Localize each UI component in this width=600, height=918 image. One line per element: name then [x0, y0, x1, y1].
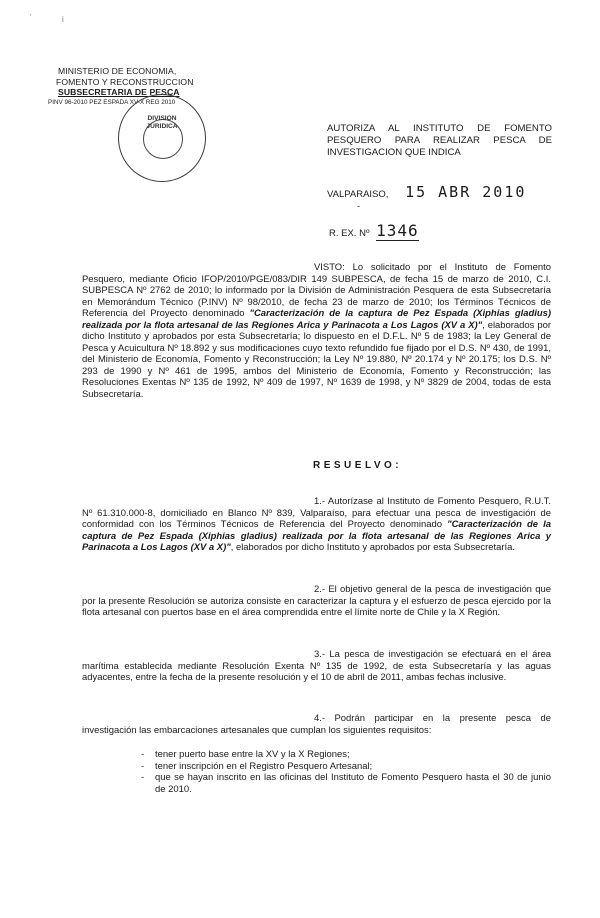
division-juridica-stamp [118, 94, 206, 182]
city: VALPARAISO, [327, 189, 389, 200]
bullet: - [141, 772, 145, 784]
item-4 [82, 713, 551, 736]
item-3 [82, 649, 551, 684]
stamp-line-1: DIVISION [147, 115, 177, 122]
item-1-project-title: "Caracterización de la captura de Pez Espada (Xiphias gladius) realizada por la flota artesanal de las Regiones Arica y Parinacota a Los Lagos (XV a X)" [82, 519, 551, 554]
list-item [141, 761, 551, 773]
requirements-list [141, 749, 551, 795]
item-2-text: 2.- El objetivo general de la pesca de investigación que por la presente Resolución se autoriza consiste en caracterizar la captura y el esfuerzo de pesca ejercido por la flota artesanal con puertos base en el área comprendida entre el límite norte de Chile y la X Región. [82, 584, 551, 619]
scan-mark: i [62, 15, 64, 24]
bullet: - [141, 749, 145, 760]
ministry-line-2: FOMENTO Y RECONSTRUCCION [56, 76, 194, 87]
item-2 [82, 584, 551, 619]
requirement-text: tener inscripción en el Registro Pesquero Artesanal; [155, 760, 373, 772]
item-1-text-end: , elaborados por dicho Instituto y aprobados por esta Subsecretaría. [230, 542, 516, 554]
requirement-text: tener puerto base entre la XV y la X Regiones; [155, 749, 350, 760]
place-date-line [327, 183, 526, 201]
subject-block: AUTORIZA AL INSTITUTO DE FOMENTO PESQUERO PARA REALIZAR PESCA DE INVESTIGACION QUE INDICA [327, 123, 552, 158]
requirement-text: que se hayan inscrito en las oficinas del Instituto de Fomento Pesquero hasta el 30 de junio de 2010. [155, 772, 551, 795]
stamp-line-2: JURIDICA [146, 122, 178, 130]
item-3-text: 3.- La pesca de investigación se efectuará en el área marítima establecida mediante Resolución Exenta Nº 135 de 1992, de esta Subsecretaría y las aguas adyacentes, entre la fecha de la presente resolución y el 10 de abril de 2011, ambas fechas inclusive. [82, 649, 551, 684]
project-title: "Caracterización de la captura de Pez Espada (Xiphias gladius) realizada por la flota artesanal de las Regiones Arica y Parinacota a Los Lagos (XV a X)" [82, 308, 551, 331]
visto-text-2: , elaborados por dicho Instituto y aprobados por esta Subsecretaría; lo dispuesto en el D.F.L. Nº 5 de 1983; la Ley General de Pesca y Acuicultura Nº 18.892 y sus modificaciones cuyo texto refundido fue fijado por el D.S. Nº 430, de 1991, del Ministerio de Economía, Fomento y Reconstrucción; la Ley Nº 19.880, Nº 20.174 y Nº 20.175; los D.S. Nº 293 de 1990 y Nº 461 de 1995, ambos del Ministerio de Economía, Fomento y Reconstrucción; las Resoluciones Exentas Nº 135 de 1992, Nº 409 de 1997, Nº 1639 de 1998, y Nº 3829 de 2004, todas de esta Subsecretaría. [82, 319, 551, 401]
ministry-line-3: SUBSECRETARIA DE PESCA [58, 87, 180, 97]
rex-label: R. EX. Nº [329, 228, 370, 239]
rex-number: 1346 [376, 221, 419, 240]
stamp-text [119, 115, 205, 130]
ministry-line-1: MINISTERIO DE ECONOMIA, [58, 66, 177, 76]
scan-mark: ' [30, 14, 32, 21]
resuelvo-heading: RESUELVO: [313, 460, 403, 471]
item-4-text: 4.- Podrán participar en la presente pesca de investigación las embarcaciones artesanales que cumplan los siguientes requisitos: [82, 713, 551, 736]
dash: - [357, 201, 360, 211]
list-item [141, 772, 551, 795]
item-1 [82, 496, 551, 554]
resolution-number-line [329, 221, 419, 240]
date-stamp: 15 ABR 2010 [405, 183, 527, 201]
bullet: - [141, 760, 145, 772]
list-item [141, 749, 551, 761]
visto-text-1: VISTO: Lo solicitado por el Instituto de Fomento Pesquero, mediante Oficio IFOP/2010/PGE/083/DIR 149 SUBPESCA, de fecha 15 de marzo de 2010, C.I. SUBPESCA Nº 2762 de 2010; lo informado por la División de Administración Pesquera de esta Subsecretaría en Memorándum Técnico (P.INV) Nº 98/2010, de fecha 23 de marzo de 2010; los Términos Técnicos de Referencia del Proyecto denominado [82, 262, 551, 320]
visto-paragraph [82, 262, 551, 401]
reference-code: PINV 96-2010 PEZ ESPADA XV-X REG 2010 [48, 98, 176, 106]
item-1-text: 1.- Autorízase al Instituto de Fomento Pesquero, R.U.T. Nº 61.310.000-8, domiciliado en Blanco Nº 839, Valparaíso, para efectuar una pesca de investigación de conformidad con los Términos Técnicos de Referencia del Proyecto denominado [82, 496, 551, 531]
